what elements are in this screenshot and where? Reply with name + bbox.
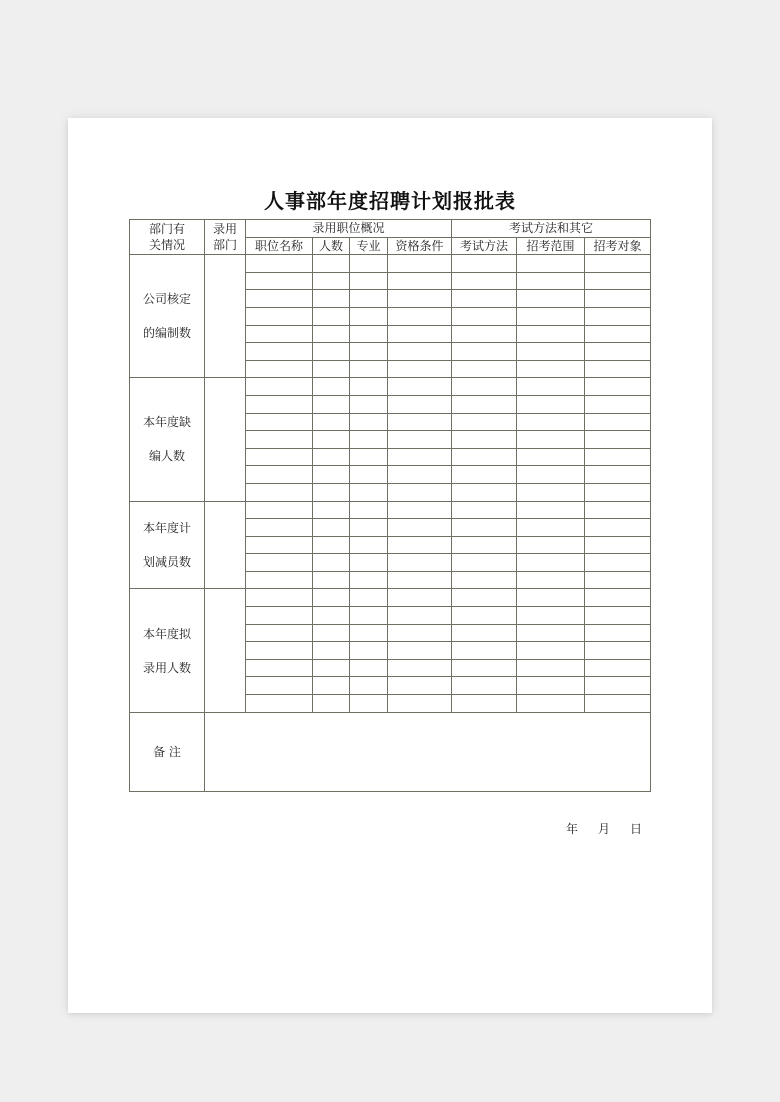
table-cell[interactable] (313, 466, 350, 484)
exam-method-header: 考试方法和其它 (452, 220, 651, 238)
table-cell[interactable] (388, 571, 452, 589)
remarks-label: 备 注 (130, 712, 205, 791)
table-cell[interactable] (388, 360, 452, 378)
table-cell[interactable] (585, 255, 651, 273)
table-cell[interactable] (585, 571, 651, 589)
table-cell[interactable] (313, 448, 350, 466)
table-cell[interactable] (246, 677, 313, 695)
table-cell[interactable] (585, 589, 651, 607)
table-cell[interactable] (585, 290, 651, 308)
table-cell[interactable] (452, 413, 517, 431)
table-cell[interactable] (388, 677, 452, 695)
table-cell[interactable] (452, 307, 517, 325)
table-cell[interactable] (313, 554, 350, 572)
table-cell[interactable] (452, 431, 517, 449)
table-cell[interactable] (585, 607, 651, 625)
date-day: 日 (630, 822, 643, 836)
table-cell[interactable] (350, 642, 388, 660)
table-cell[interactable] (452, 695, 517, 713)
table-cell[interactable] (246, 395, 313, 413)
table-cell[interactable] (388, 255, 452, 273)
col-headcount: 人数 (313, 237, 350, 255)
table-cell[interactable] (388, 519, 452, 537)
table-cell[interactable] (452, 395, 517, 413)
table-cell[interactable] (350, 607, 388, 625)
table-cell[interactable] (350, 290, 388, 308)
table-cell[interactable] (246, 360, 313, 378)
col-exam-method: 考试方法 (452, 237, 517, 255)
table-cell[interactable] (246, 466, 313, 484)
table-cell[interactable] (388, 431, 452, 449)
table-cell[interactable] (313, 607, 350, 625)
col-position-name: 职位名称 (246, 237, 313, 255)
table-cell[interactable] (350, 255, 388, 273)
table-cell[interactable] (350, 554, 388, 572)
table-cell[interactable] (388, 695, 452, 713)
table-cell[interactable] (388, 554, 452, 572)
table-row (130, 378, 651, 396)
table-cell[interactable] (246, 642, 313, 660)
table-cell[interactable] (246, 272, 313, 290)
table-cell[interactable] (350, 448, 388, 466)
table-cell[interactable] (517, 659, 585, 677)
table-cell[interactable] (517, 395, 585, 413)
table-cell[interactable] (517, 554, 585, 572)
table-cell[interactable] (517, 378, 585, 396)
table-row (130, 255, 651, 273)
table-cell[interactable] (313, 519, 350, 537)
table-cell[interactable] (452, 501, 517, 519)
table-cell[interactable] (246, 659, 313, 677)
table-cell[interactable] (452, 483, 517, 501)
date-line (566, 820, 662, 837)
table-cell[interactable] (517, 290, 585, 308)
hiring-dept-cell[interactable] (205, 378, 246, 501)
table-cell[interactable] (585, 307, 651, 325)
table-cell[interactable] (388, 272, 452, 290)
table-cell[interactable] (585, 395, 651, 413)
table-cell[interactable] (388, 483, 452, 501)
table-cell[interactable] (313, 413, 350, 431)
table-cell[interactable] (313, 642, 350, 660)
table-cell[interactable] (313, 659, 350, 677)
table-cell[interactable] (313, 360, 350, 378)
remarks-field[interactable] (205, 712, 651, 791)
hiring-dept-cell[interactable] (205, 255, 246, 378)
table-cell[interactable] (517, 589, 585, 607)
table-cell[interactable] (517, 325, 585, 343)
col-recruit-target: 招考对象 (585, 237, 651, 255)
table-cell[interactable] (452, 448, 517, 466)
table-cell[interactable] (585, 448, 651, 466)
table-cell[interactable] (350, 659, 388, 677)
table-cell[interactable] (585, 677, 651, 695)
table-cell[interactable] (313, 571, 350, 589)
table-cell[interactable] (350, 413, 388, 431)
table-cell[interactable] (517, 695, 585, 713)
col-qualifications: 资格条件 (388, 237, 452, 255)
table-cell[interactable] (517, 677, 585, 695)
table-cell[interactable] (517, 466, 585, 484)
table-cell[interactable] (388, 307, 452, 325)
table-cell[interactable] (585, 642, 651, 660)
table-cell[interactable] (313, 343, 350, 361)
table-cell[interactable] (246, 448, 313, 466)
table-cell[interactable] (313, 325, 350, 343)
table-cell[interactable] (350, 307, 388, 325)
table-cell[interactable] (350, 695, 388, 713)
hiring-dept-header: 录用 部门 (205, 220, 246, 255)
table-cell[interactable] (517, 624, 585, 642)
remarks-row (130, 712, 651, 791)
table-cell[interactable] (246, 325, 313, 343)
table-cell[interactable] (388, 501, 452, 519)
table-cell[interactable] (452, 343, 517, 361)
table-cell[interactable] (313, 624, 350, 642)
table-cell[interactable] (246, 483, 313, 501)
table-cell[interactable] (350, 571, 388, 589)
hiring-dept-cell[interactable] (205, 589, 246, 712)
table-cell[interactable] (585, 413, 651, 431)
table-cell[interactable] (452, 659, 517, 677)
table-cell[interactable] (350, 360, 388, 378)
table-cell[interactable] (313, 431, 350, 449)
table-cell[interactable] (388, 290, 452, 308)
table-cell[interactable] (388, 413, 452, 431)
table-cell[interactable] (388, 642, 452, 660)
table-cell[interactable] (517, 519, 585, 537)
section-label: 本年度缺 编人数 (130, 378, 205, 501)
table-cell[interactable] (350, 343, 388, 361)
table-cell[interactable] (313, 378, 350, 396)
section-label: 本年度计 划减员数 (130, 501, 205, 589)
table-cell[interactable] (585, 501, 651, 519)
table-cell[interactable] (585, 378, 651, 396)
table-cell[interactable] (388, 589, 452, 607)
table-cell[interactable] (246, 307, 313, 325)
table-cell[interactable] (246, 589, 313, 607)
table-cell[interactable] (246, 431, 313, 449)
position-overview-header: 录用职位概况 (246, 220, 452, 238)
table-cell[interactable] (585, 519, 651, 537)
table-cell[interactable] (388, 624, 452, 642)
table-cell[interactable] (350, 536, 388, 554)
table-cell[interactable] (452, 466, 517, 484)
table-cell[interactable] (388, 607, 452, 625)
table-cell[interactable] (313, 395, 350, 413)
hiring-dept-cell[interactable] (205, 501, 246, 589)
date-month: 月 (598, 822, 611, 836)
table-cell[interactable] (452, 325, 517, 343)
table-cell[interactable] (350, 431, 388, 449)
table-cell[interactable] (585, 483, 651, 501)
table-cell[interactable] (452, 378, 517, 396)
table-cell[interactable] (517, 607, 585, 625)
table-cell[interactable] (452, 677, 517, 695)
table-cell[interactable] (388, 536, 452, 554)
table-cell[interactable] (517, 501, 585, 519)
table-cell[interactable] (585, 325, 651, 343)
table-cell[interactable] (246, 413, 313, 431)
table-cell[interactable] (585, 431, 651, 449)
table-cell[interactable] (452, 255, 517, 273)
table-cell[interactable] (246, 554, 313, 572)
table-cell[interactable] (313, 501, 350, 519)
table-cell[interactable] (388, 378, 452, 396)
table-cell[interactable] (585, 554, 651, 572)
table-cell[interactable] (313, 483, 350, 501)
table-row (130, 589, 651, 607)
table-cell[interactable] (246, 343, 313, 361)
table-cell[interactable] (350, 501, 388, 519)
table-cell[interactable] (350, 378, 388, 396)
table-cell[interactable] (517, 272, 585, 290)
table-cell[interactable] (246, 255, 313, 273)
table-cell[interactable] (388, 395, 452, 413)
table-cell[interactable] (585, 659, 651, 677)
table-cell[interactable] (246, 378, 313, 396)
table-cell[interactable] (388, 448, 452, 466)
table-cell[interactable] (313, 290, 350, 308)
table-cell[interactable] (585, 272, 651, 290)
table-cell[interactable] (246, 290, 313, 308)
table-cell[interactable] (452, 554, 517, 572)
table-cell[interactable] (452, 536, 517, 554)
table-cell[interactable] (313, 272, 350, 290)
table-cell[interactable] (246, 695, 313, 713)
table-cell[interactable] (246, 624, 313, 642)
header-row-1 (130, 220, 651, 238)
table-cell[interactable] (246, 607, 313, 625)
table-cell[interactable] (517, 343, 585, 361)
table-cell[interactable] (388, 325, 452, 343)
table-cell[interactable] (585, 536, 651, 554)
table-cell[interactable] (517, 536, 585, 554)
table-cell[interactable] (388, 343, 452, 361)
table-cell[interactable] (350, 677, 388, 695)
dept-info-header: 部门有 关情况 (130, 220, 205, 255)
table-cell[interactable] (585, 695, 651, 713)
table-cell[interactable] (313, 589, 350, 607)
table-cell[interactable] (585, 466, 651, 484)
table-cell[interactable] (585, 360, 651, 378)
table-cell[interactable] (517, 431, 585, 449)
table-cell[interactable] (517, 307, 585, 325)
table-cell[interactable] (350, 325, 388, 343)
table-cell[interactable] (517, 571, 585, 589)
date-year: 年 (566, 822, 579, 836)
table-cell[interactable] (452, 272, 517, 290)
table-cell[interactable] (452, 589, 517, 607)
table-cell[interactable] (313, 695, 350, 713)
table-cell[interactable] (350, 483, 388, 501)
col-recruit-scope: 招考范围 (517, 237, 585, 255)
table-row (130, 501, 651, 519)
section-label: 本年度拟 录用人数 (130, 589, 205, 712)
table-cell[interactable] (517, 360, 585, 378)
table-cell[interactable] (517, 448, 585, 466)
table-cell[interactable] (517, 642, 585, 660)
table-cell[interactable] (246, 519, 313, 537)
table-cell[interactable] (350, 624, 388, 642)
table-cell[interactable] (350, 466, 388, 484)
table-cell[interactable] (452, 607, 517, 625)
table-cell[interactable] (517, 255, 585, 273)
table-cell[interactable] (452, 519, 517, 537)
table-cell[interactable] (313, 677, 350, 695)
table-cell[interactable] (246, 571, 313, 589)
table-cell[interactable] (313, 307, 350, 325)
table-cell[interactable] (452, 290, 517, 308)
approval-form-table (129, 219, 651, 792)
table-cell[interactable] (585, 343, 651, 361)
table-cell[interactable] (517, 413, 585, 431)
table-cell[interactable] (388, 466, 452, 484)
table-cell[interactable] (313, 255, 350, 273)
col-major: 专业 (350, 237, 388, 255)
table-cell[interactable] (246, 536, 313, 554)
table-cell[interactable] (246, 501, 313, 519)
table-cell[interactable] (452, 642, 517, 660)
table-cell[interactable] (350, 272, 388, 290)
table-cell[interactable] (585, 624, 651, 642)
form-title: 人事部年度招聘计划报批表 (264, 189, 516, 213)
table-cell[interactable] (350, 589, 388, 607)
table-cell[interactable] (350, 395, 388, 413)
table-cell[interactable] (452, 571, 517, 589)
table-cell[interactable] (350, 519, 388, 537)
table-cell[interactable] (452, 624, 517, 642)
table-cell[interactable] (388, 659, 452, 677)
table-cell[interactable] (517, 483, 585, 501)
table-cell[interactable] (452, 360, 517, 378)
table-cell[interactable] (313, 536, 350, 554)
section-label: 公司核定 的编制数 (130, 255, 205, 378)
